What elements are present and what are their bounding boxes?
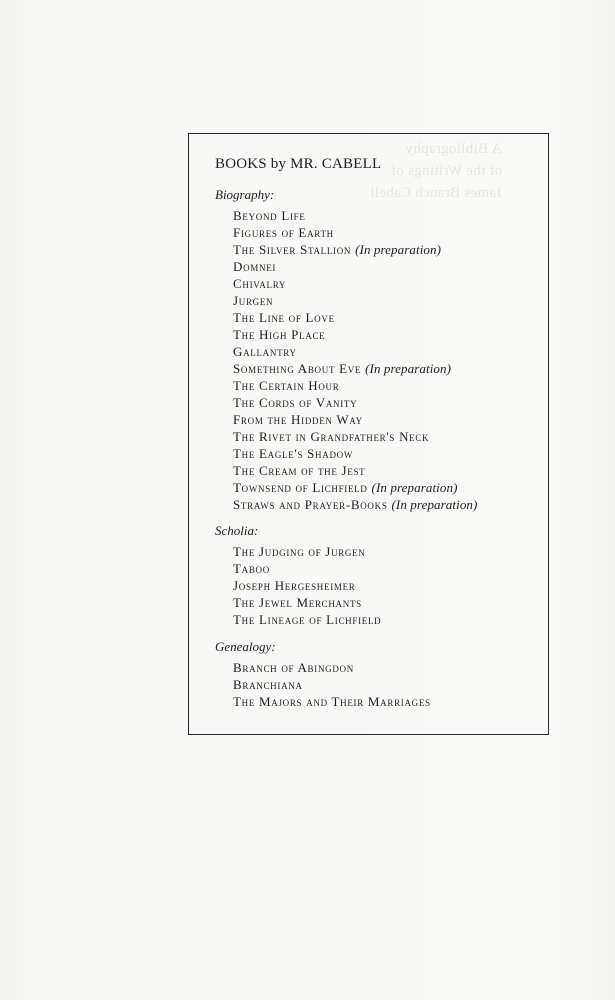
book-title-item (233, 543, 381, 560)
section-title-biography: Biography: (215, 187, 275, 202)
book-title: The Jewel Merchants (233, 595, 362, 610)
book-title: Branchiana (233, 677, 303, 692)
book-title: The Certain Hour (233, 378, 340, 393)
book-title-item (233, 377, 477, 394)
book-title: The Judging of Jurgen (233, 544, 366, 559)
book-title-item (233, 292, 477, 309)
book-title-item (233, 258, 477, 275)
book-title-item (233, 326, 477, 343)
book-title-item (233, 496, 477, 513)
book-title: Taboo (233, 561, 270, 576)
book-list-genealogy (233, 659, 431, 710)
in-preparation-note: (In preparation) (355, 242, 442, 257)
book-title: The Majors and Their Marriages (233, 694, 431, 709)
book-title: Gallantry (233, 344, 297, 359)
book-title-item (233, 309, 477, 326)
book-title: The Rivet in Grandfather's Neck (233, 429, 430, 444)
book-title-item (233, 428, 477, 445)
book-title: Joseph Hergesheimer (233, 578, 356, 593)
book-list-biography (233, 207, 477, 513)
book-title-item (233, 594, 381, 611)
book-title-item (233, 479, 477, 496)
in-preparation-note: (In preparation) (371, 480, 458, 495)
book-title: Branch of Abingdon (233, 660, 354, 675)
book-title-item (233, 462, 477, 479)
page-heading: BOOKS by MR. CABELL (215, 156, 382, 172)
book-title: The Line of Love (233, 310, 335, 325)
section-title-genealogy: Genealogy: (215, 639, 276, 654)
book-title: Beyond Life (233, 208, 306, 223)
book-title: Something About Eve (233, 361, 362, 376)
book-title-item (233, 676, 431, 693)
book-title: The High Place (233, 327, 326, 342)
book-title-item (233, 611, 381, 628)
book-title-item (233, 560, 381, 577)
book-list-frame (188, 133, 549, 735)
book-title: Chivalry (233, 276, 287, 291)
book-title-item (233, 394, 477, 411)
book-title-item (233, 241, 477, 258)
book-title: Figures of Earth (233, 225, 334, 240)
book-title-item (233, 224, 477, 241)
book-list-scholia (233, 543, 381, 628)
book-title-item (233, 360, 477, 377)
section-title-scholia: Scholia: (215, 523, 259, 538)
show-through-text: A Bibliography of the Writings of James Branch Cabell (370, 141, 503, 201)
book-title: The Silver Stallion (233, 242, 352, 257)
book-title-item (233, 659, 431, 676)
book-title-item (233, 445, 477, 462)
in-preparation-note: (In preparation) (365, 361, 452, 376)
book-title-item (233, 577, 381, 594)
book-title: Jurgen (233, 293, 274, 308)
in-preparation-note: (In preparation) (391, 497, 478, 512)
book-title-item (233, 411, 477, 428)
book-title: Domnei (233, 259, 277, 274)
book-title-item (233, 207, 477, 224)
book-title: The Cream of the Jest (233, 463, 366, 478)
book-title: The Lineage of Lichfield (233, 612, 382, 627)
book-title-item (233, 343, 477, 360)
book-title: Townsend of Lichfield (233, 480, 368, 495)
book-title: From the Hidden Way (233, 412, 363, 427)
book-title: The Cords of Vanity (233, 395, 358, 410)
book-title-item (233, 275, 477, 292)
book-title: The Eagle's Shadow (233, 446, 354, 461)
book-title-item (233, 693, 431, 710)
book-title: Straws and Prayer-Books (233, 497, 388, 512)
